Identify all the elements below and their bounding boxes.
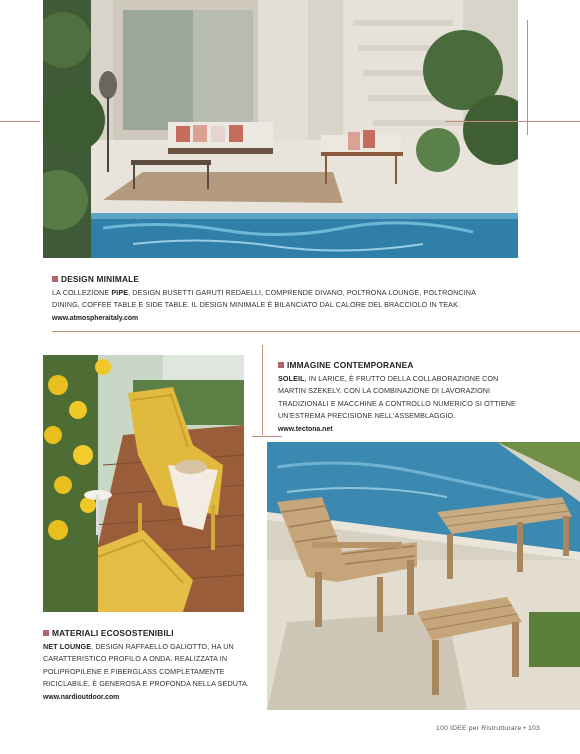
heading-bullet [52,276,58,282]
section-body [278,373,518,423]
body-text-start: LA COLLEZIONE [52,288,112,297]
section-body [43,641,253,691]
divider-vertical-right [527,20,528,135]
article-immagine-contemporanea [278,360,518,433]
article-materiali-ecosostenibili [43,628,253,701]
website-link[interactable]: www.nardioutdoor.com [43,693,120,701]
photo-soleil-collection [267,442,580,710]
divider-left-top [0,121,40,122]
section-heading [43,628,253,638]
heading-bullet [43,630,49,636]
website-link[interactable]: www.tectona.net [278,425,333,433]
photo-pipe-collection [43,0,518,258]
section-heading [52,274,492,284]
body-text: , DESIGN BUSETTI GARUTI REDAELLI, COMPRENDE DIVANO, POLTRONA LOUNGE, POLTRONCINA DINING, COFFEE TABLE E SIDE TABLE. IL DESIGN MINIMALE È BILANCIATO DAL CALORE DEL BRACCIOLO IN TEAK. [52,288,476,310]
heading-text: MATERIALI ECOSOSTENIBILI [52,628,174,638]
product-name: SOLEIL [278,374,305,383]
divider-under-section-2 [252,436,282,437]
divider-vertical-mid [262,345,263,435]
body-text: , DESIGN RAFFAELLO GALIOTTO, HA UN CARATTERISTICO PROFILO A ONDA. REALIZZATA IN POLIPROPILENE E FIBERGLASS COMPLETAMENTE RICICLABILE, È GENEROSA E PROFONDA NELLA SEDUTA. [43,642,249,689]
heading-bullet [278,362,284,368]
heading-text: IMMAGINE CONTEMPORANEA [287,360,414,370]
article-design-minimale [52,274,492,322]
body-text: , IN LARICE, È FRUTTO DELLA COLLABORAZIONE CON MARTIN SZEKELY. CON LA COMBINAZIONE DI LAVORAZIONI TRADIZIONALI E MACCHINE A CONTROLLO NUMERICO SI OTTIENE UN'ESTREMA PRECISIONE NELL'ASSEMBLAGGIO. [278,374,516,421]
divider-under-section-1 [52,331,580,332]
page-footer: 100 IDEE per Ristrutturare • 103 [436,725,540,732]
section-body [52,287,492,312]
product-name: PIPE [111,288,129,297]
website-link[interactable]: www.atmospheraitaly.com [52,314,139,322]
product-name: NET LOUNGE [43,642,92,651]
divider-top-right [445,121,580,122]
section-heading [278,360,518,370]
photo-net-lounge [43,355,244,612]
heading-text: DESIGN MINIMALE [61,274,140,284]
